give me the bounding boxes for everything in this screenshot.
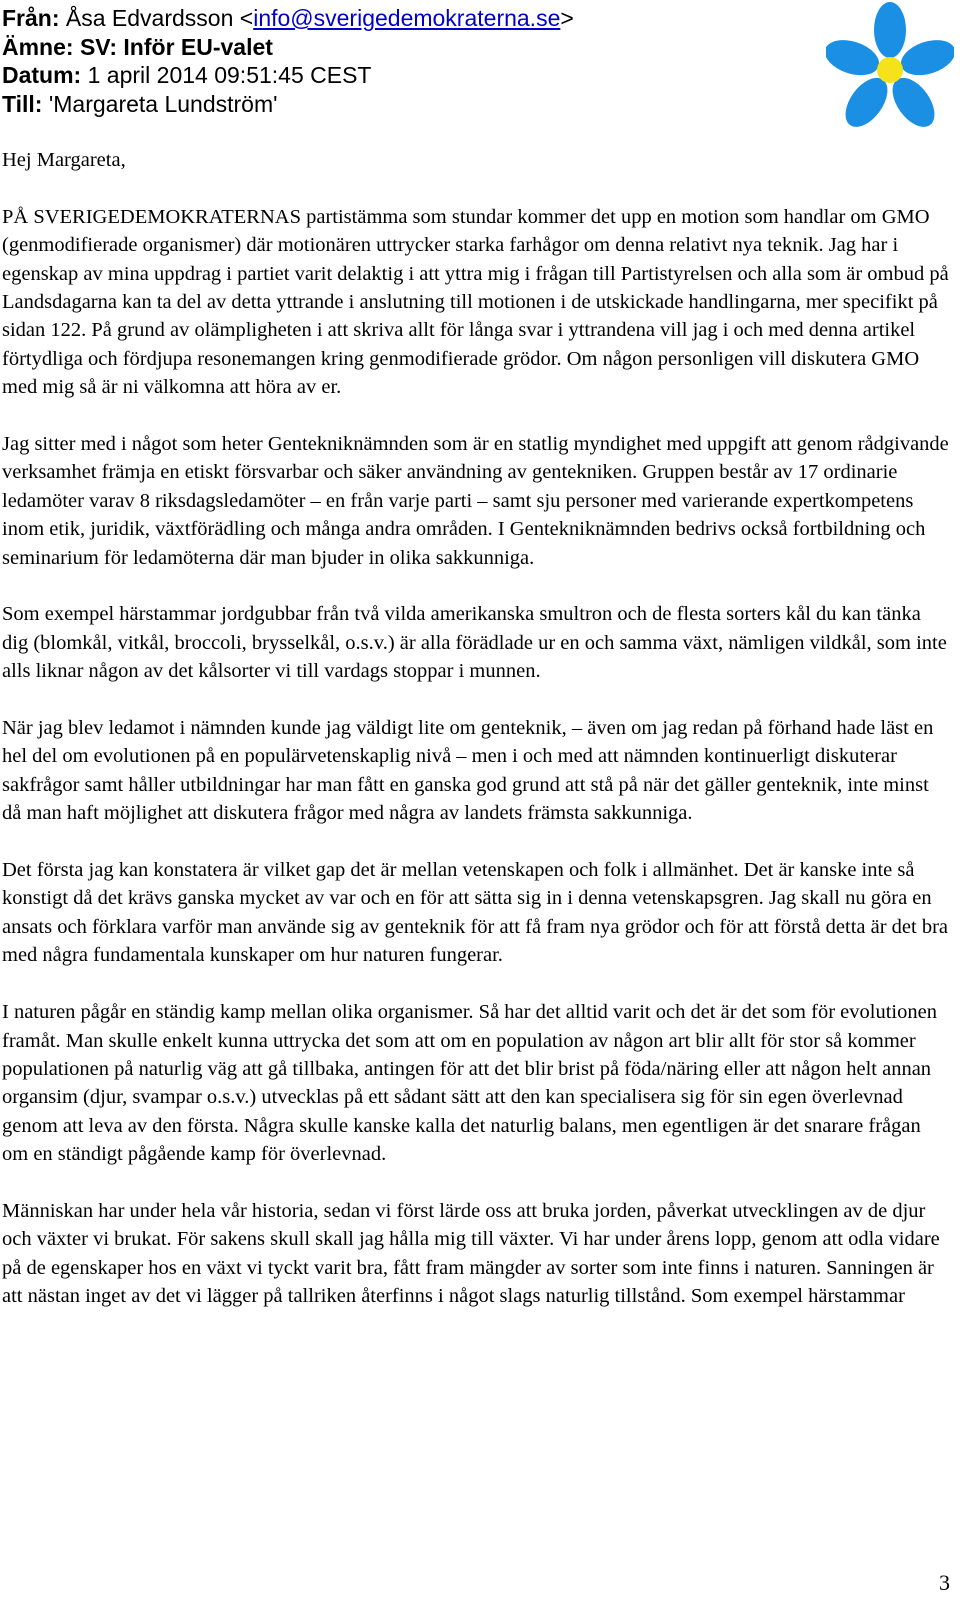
paragraph: Som exempel härstammar jordgubbar från två vilda amerikanska smultron och de flesta sorters kål du kan tänka dig (blomkål, vitkål, broccoli, brysselkål, o.s.v.) är alla förädlade ur en och samma växt, nämligen vildkål, som inte alls liknar någon av det kålsorter vi till vardags stoppar i munnen. bbox=[2, 603, 947, 683]
to-label: Till: bbox=[2, 90, 43, 117]
petal bbox=[826, 34, 884, 82]
petal bbox=[874, 2, 906, 58]
to-value: 'Margareta Lundström' bbox=[48, 90, 278, 117]
date-label: Datum: bbox=[2, 62, 82, 88]
paragraph: Det första jag kan konstatera är vilket gap det är mellan vetenskapen och folk i allmänhet. Det är kanske inte så konstigt då det krävs ganska mycket av var och en för att sätta sig in i denna vetenskapsgren. Jag skall nu göra en ansats och förklara varför man använde sig av genteknik för att få fram nya grödor och för att förstå detta är det bra med några fundamentala kunskaper om hur naturen fungerar. bbox=[2, 859, 949, 967]
date-row bbox=[2, 61, 802, 90]
paragraph: I naturen pågår en ständig kamp mellan olika organismer. Så har det alltid varit och det är det som för evolutionen framåt. Man skulle enkelt kunna uttrycka det som att om en population av någon art blir allt för stor så kommer populationen på naturlig väg att gå tillbaka, antingen för att det blir brist på föda/näring eller att någon helt annan organsim (djur, svampar o.s.v.) utvecklas på ett sådant sätt att den kan specialisera sig för sin egen överlevnad genom att leva av den första. Några skulle kanske kalla det naturlig balans, men egentligen är det snarare frågan om en ständigt pågående kamp för överlevnad. bbox=[2, 1001, 937, 1166]
subject-label: Ämne: bbox=[2, 33, 74, 60]
from-email-link[interactable]: info@sverigedemokraterna.se bbox=[253, 5, 561, 31]
email-header bbox=[2, 4, 802, 118]
date-value: 1 april 2014 09:51:45 CEST bbox=[87, 62, 372, 88]
paragraph: Människan har under hela vår historia, sedan vi först lärde oss att bruka jorden, påverkat utvecklingen av de djur och växter vi brukat. För sakens skull skall jag hålla mig till växter. Vi har under årens lopp, genom att odla vidare på de egenskaper hos en växt vi tyckt varit bra, fått fram mängder av sorter som inte finns i naturen. Sanningen är att nästan inget av det vi lägger på tallriken återfinns i något slags naturlig tillstånd. Som exempel härstammar bbox=[2, 1199, 940, 1308]
petal bbox=[896, 34, 954, 82]
from-label: Från: bbox=[2, 5, 60, 31]
greeting: Hej Margareta, bbox=[2, 149, 126, 171]
flower-center bbox=[877, 57, 903, 83]
to-row bbox=[2, 90, 802, 119]
from-row bbox=[2, 4, 802, 33]
paragraph: PÅ SVERIGEDEMOKRATERNAS partistämma som stundar kommer det upp en motion som handlar om GMO (genmodifierade organismer) där motionären uttrycker starka farhågor om denna relativt nya teknik. Jag har i egenskap av mina uppdrag i partiet varit delaktig i att yttra mig i frågan till Partistyrelsen och alla som är ombud på Landsdagarna kan ta del av detta yttrande i anslutning till motionen i de utskickade handlingarna, mer specifikt på sidan 122. På grund av olämpligheten i att skriva allt för långa svar i yttrandena vill jag i och med denna artikel förtydliga och fördjupa resonemangen kring genmodifierade grödor. Om någon personligen vill diskutera GMO med mig så är ni välkomna att höra av er. bbox=[2, 205, 949, 399]
subject-value: SV: Inför EU-valet bbox=[79, 33, 273, 60]
paragraph: När jag blev ledamot i nämnden kunde jag väldigt lite om genteknik, – även om jag redan på förhand hade läst en hel del om evolutionen på en populärvetenskaplig nivå – men i och med att nämnden kontinuerligt diskuterar sakfrågor samt håller utbildningar har man fått en ganska god grund att stå på när det gäller genteknik, inte minst då man haft möjlighet att diskutera frågor med några av landets främsta sakkunniga. bbox=[2, 717, 934, 825]
paragraph: Jag sitter med i något som heter Gentekniknämnden som är en statlig myndighet med uppgift att genom rådgivande verksamhet främja en etiskt försvarbar och säker användning av gentekniken. Gruppen består av 17 ordinarie ledamöter varav 8 riksdagsledamöter – en från varje parti – samt sju personer med varierande expertkompetens inom etik, juridik, växtförädling och många andra områden. I Gentekniknämnden bedrivs också fortbildning och seminarium för ledamöterna där man bjuder in olika sakkunniga. bbox=[2, 433, 949, 569]
subject-row bbox=[2, 33, 802, 62]
from-name: Åsa Edvardsson < bbox=[65, 5, 254, 31]
email-body bbox=[2, 146, 952, 1339]
page-number: 3 bbox=[939, 1570, 950, 1595]
blue-flower-logo-icon bbox=[826, 0, 954, 140]
from-end: > bbox=[560, 5, 574, 31]
